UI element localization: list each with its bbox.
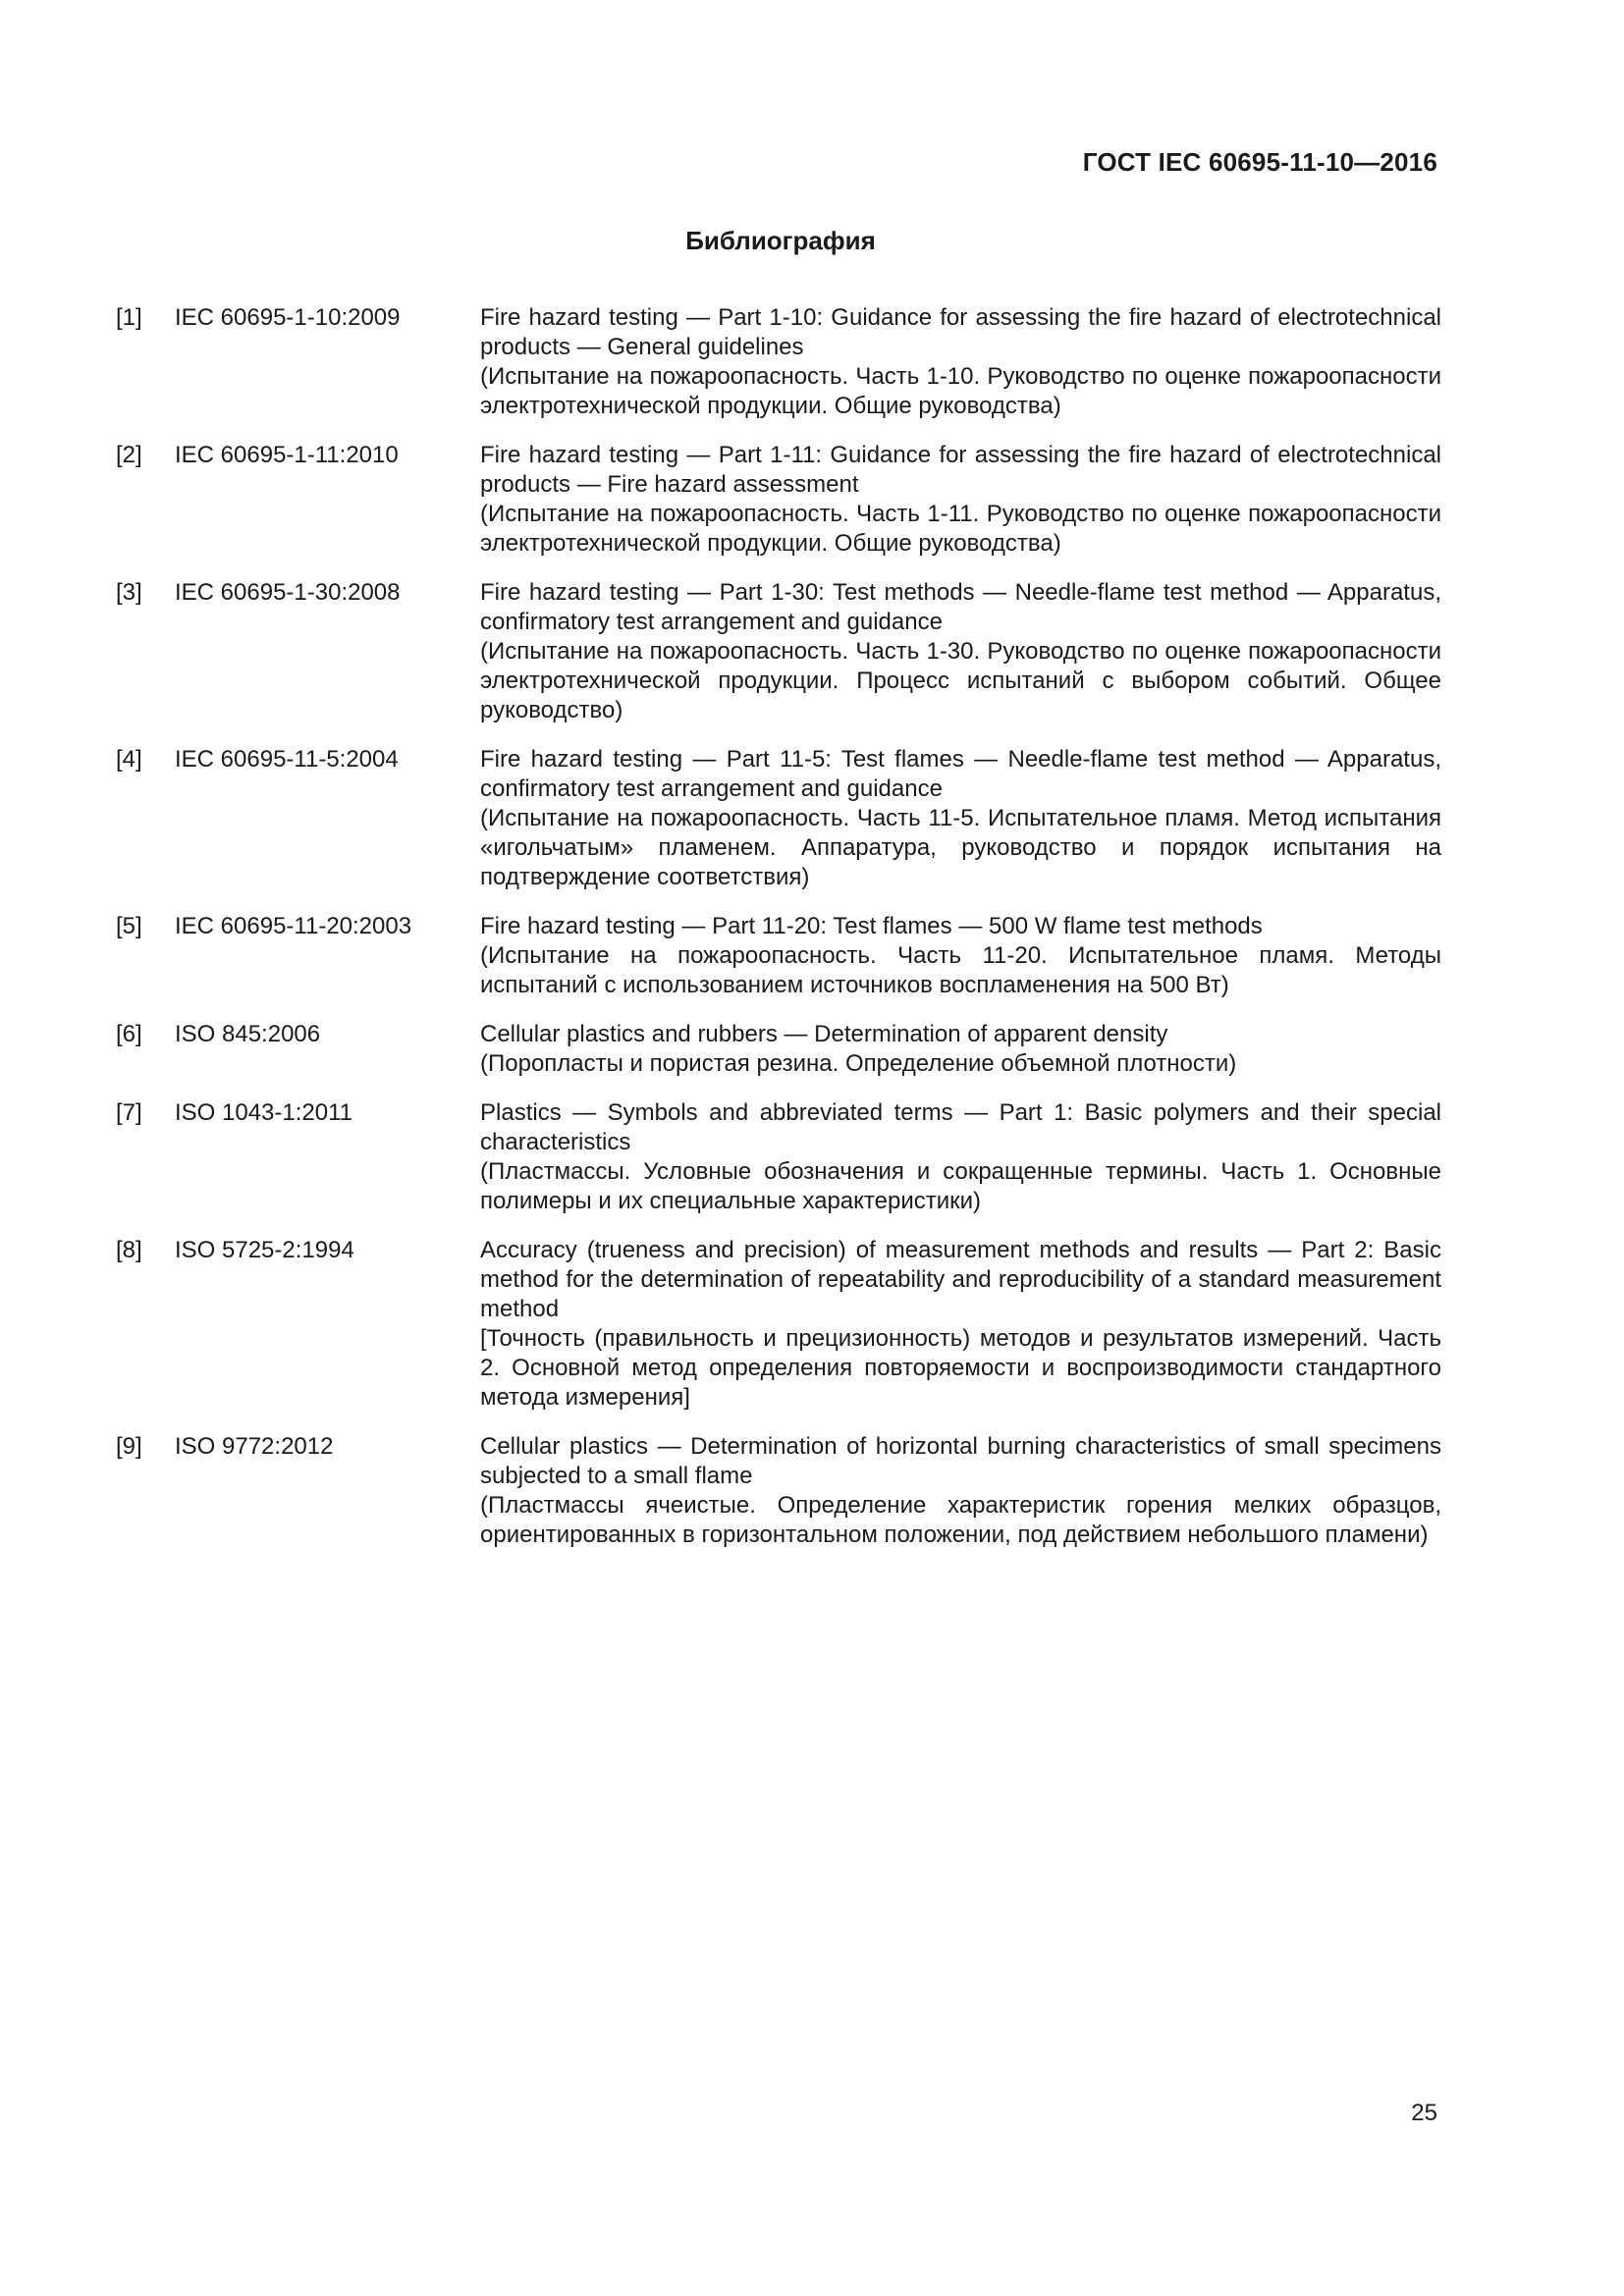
bibliography-list — [116, 303, 1441, 1570]
title-russian: (Пластмассы ячеистые. Определение характеристик горения мелких образцов, ориентированных в горизонтальном положении, под действием небольшого пламени) — [480, 1492, 1441, 1548]
title-russian: (Испытание на пожароопасность. Часть 1-30. Руководство по оценке пожароопасности электротехнической продукции. Процесс испытаний с выбором событий. Общее руководство) — [480, 638, 1441, 723]
standard-code: ISO 5725-2:1994 — [175, 1237, 354, 1263]
title-english: Fire hazard testing — Part 11-5: Test flames — Needle-flame test method — Apparatus, confirmatory test arrangement and guidance — [480, 746, 1441, 802]
title-russian: (Испытание на пожароопасность. Часть 1-10. Руководство по оценке пожароопасности электротехнической продукции. Общие руководства) — [480, 363, 1441, 419]
title-english: Fire hazard testing — Part 1-11: Guidance for assessing the fire hazard of electrotechnical products — Fire hazard assessment — [480, 442, 1441, 498]
entry-text — [480, 303, 1441, 421]
title-english: Fire hazard testing — Part 1-30: Test methods — Needle-flame test method — Apparatus, confirmatory test arrangement and guidance — [480, 579, 1441, 635]
bibliography-entry — [116, 912, 1441, 1000]
bibliography-entry — [116, 578, 1441, 725]
title-russian: [Точность (правильность и прецизионность) методов и результатов измерений. Часть 2. Основной метод определения повторяемости и воспроизводимости стандартного метода измерения] — [480, 1325, 1441, 1411]
bibliography-entry — [116, 1098, 1441, 1216]
entry-text — [480, 912, 1441, 1000]
entry-number: [6] — [116, 1021, 142, 1047]
page-number: 25 — [1411, 2100, 1437, 2126]
entry-number: [1] — [116, 304, 142, 331]
bibliography-entry — [116, 1432, 1441, 1550]
title-english: Accuracy (trueness and precision) of measurement methods and results — Part 2: Basic method for the determination of repeatability and reproducibility of a standard measurement method — [480, 1237, 1441, 1322]
title-russian: (Испытание на пожароопасность. Часть 1-11. Руководство по оценке пожароопасности электротехнической продукции. Общие руководства) — [480, 501, 1441, 557]
bibliography-entry — [116, 303, 1441, 421]
title-russian: (Испытание на пожароопасность. Часть 11-20. Испытательное пламя. Методы испытаний с использованием источников воспламенения на 500 Вт) — [480, 942, 1441, 998]
standard-code: IEC 60695-11-20:2003 — [175, 913, 412, 939]
entry-number: [5] — [116, 913, 142, 939]
title-english: Cellular plastics and rubbers — Determination of apparent density — [480, 1021, 1168, 1047]
entry-number: [8] — [116, 1237, 142, 1263]
title-english: Plastics — Symbols and abbreviated terms — Part 1: Basic polymers and their special characteristics — [480, 1099, 1441, 1155]
bibliography-entry — [116, 745, 1441, 892]
bibliography-entry — [116, 1020, 1441, 1079]
title-russian: (Поропласты и пористая резина. Определение объемной плотности) — [480, 1050, 1237, 1077]
entry-text — [480, 1020, 1441, 1079]
section-title: Библиография — [685, 226, 876, 255]
title-russian: (Пластмассы. Условные обозначения и сокращенные термины. Часть 1. Основные полимеры и их специальные характеристики) — [480, 1158, 1441, 1214]
title-russian: (Испытание на пожароопасность. Часть 11-5. Испытательное пламя. Метод испытания «игольчатым» пламенем. Аппаратура, руководство и порядок испытания на подтверждение соответствия) — [480, 805, 1441, 890]
entry-text — [480, 578, 1441, 725]
standard-code: ISO 9772:2012 — [175, 1433, 334, 1460]
bibliography-entry — [116, 1236, 1441, 1413]
standard-code: IEC 60695-1-10:2009 — [175, 304, 401, 331]
entry-text — [480, 1098, 1441, 1216]
entry-number: [7] — [116, 1099, 142, 1126]
standard-code: IEC 60695-1-11:2010 — [175, 442, 399, 468]
bibliography-entry — [116, 441, 1441, 559]
standard-code: IEC 60695-11-5:2004 — [175, 746, 399, 773]
entry-text — [480, 1236, 1441, 1413]
standard-code: ISO 1043-1:2011 — [175, 1099, 353, 1126]
standard-code: IEC 60695-1-30:2008 — [175, 579, 401, 606]
document-code: ГОСТ IEC 60695-11-10—2016 — [1082, 147, 1437, 177]
entry-text — [480, 441, 1441, 559]
entry-number: [2] — [116, 442, 142, 468]
standard-code: ISO 845:2006 — [175, 1021, 321, 1047]
title-english: Cellular plastics — Determination of horizontal burning characteristics of small specimens subjected to a small flame — [480, 1433, 1441, 1489]
title-english: Fire hazard testing — Part 11-20: Test flames — 500 W flame test methods — [480, 913, 1263, 939]
entry-text — [480, 745, 1441, 892]
entry-number: [9] — [116, 1433, 142, 1460]
entry-number: [4] — [116, 746, 142, 773]
title-english: Fire hazard testing — Part 1-10: Guidance for assessing the fire hazard of electrotechnical products — General guidelines — [480, 304, 1441, 360]
entry-number: [3] — [116, 579, 142, 606]
entry-text — [480, 1432, 1441, 1550]
